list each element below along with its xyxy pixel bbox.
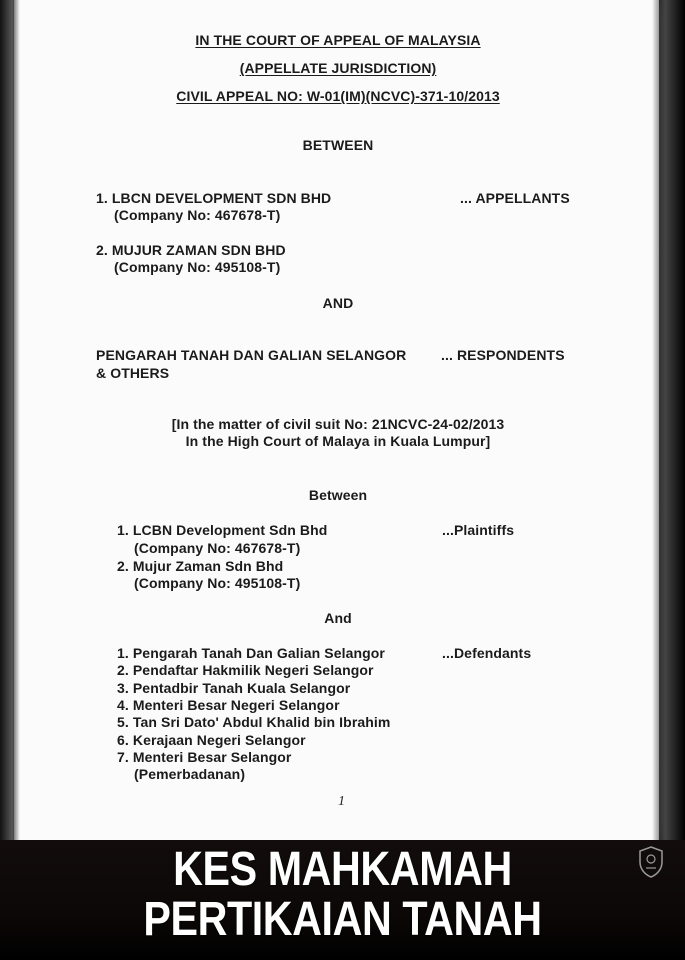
- appellant-1-company: (Company No: 467678-T): [114, 207, 281, 223]
- defendant-item: 3. Pentadbir Tanah Kuala Selangor: [117, 680, 351, 696]
- respondents-role: ... RESPONDENTS: [441, 347, 565, 363]
- banner-title-line-1: KES MAHKAMAH: [173, 843, 512, 896]
- shield-logo-icon: [638, 846, 664, 878]
- appellant-2-name: 2. MUJUR ZAMAN SDN BHD: [96, 242, 286, 258]
- appellant-2-company: (Company No: 495108-T): [114, 259, 281, 275]
- page-number: 1: [338, 794, 345, 809]
- respondent-name: PENGARAH TANAH DAN GALIAN SELANGOR: [96, 347, 407, 363]
- and-subheading: And: [324, 610, 352, 626]
- plaintiff-1-name: 1. LCBN Development Sdn Bhd: [117, 522, 328, 538]
- defendant-item: 1. Pengarah Tanah Dan Galian Selangor: [117, 645, 385, 661]
- plaintiffs-role: ...Plaintiffs: [442, 522, 515, 538]
- appellants-role: ... APPELLANTS: [460, 190, 570, 206]
- between-heading: BETWEEN: [302, 137, 374, 153]
- defendant-item: 7. Menteri Besar Selangor: [117, 749, 292, 765]
- plaintiff-1-company: (Company No: 467678-T): [134, 540, 301, 556]
- appeal-number: CIVIL APPEAL NO: W-01(IM)(NCVC)-371-10/2013: [176, 88, 500, 104]
- banner-title-line-2: PERTIKAIAN TANAH: [143, 893, 542, 946]
- defendant-item-continued: (Pemerbadanan): [134, 766, 246, 782]
- court-title: IN THE COURT OF APPEAL OF MALAYSIA: [195, 32, 481, 48]
- and-heading: AND: [322, 295, 354, 311]
- defendant-item: 4. Menteri Besar Negeri Selangor: [117, 697, 340, 713]
- scan-shadow-right: [652, 0, 685, 840]
- between-subheading: Between: [308, 487, 368, 503]
- jurisdiction-title: (APPELLATE JURISDICTION): [239, 60, 437, 76]
- defendant-item: 2. Pendaftar Hakmilik Negeri Selangor: [117, 662, 374, 678]
- matter-line-1: [In the matter of civil suit No: 21NCVC-24-02/2013: [171, 416, 505, 432]
- defendant-item: 6. Kerajaan Negeri Selangor: [117, 732, 306, 748]
- plaintiff-2-name: 2. Mujur Zaman Sdn Bhd: [117, 558, 284, 574]
- plaintiff-2-company: (Company No: 495108-T): [134, 575, 301, 591]
- defendants-role: ...Defendants: [442, 645, 532, 661]
- matter-line-2: In the High Court of Malaya in Kuala Lumpur]: [185, 433, 491, 449]
- scan-shadow-left: [0, 0, 20, 840]
- defendant-item: 5. Tan Sri Dato' Abdul Khalid bin Ibrahim: [117, 714, 391, 730]
- respondent-others: & OTHERS: [96, 365, 170, 381]
- appellant-1-name: 1. LBCN DEVELOPMENT SDN BHD: [96, 190, 332, 206]
